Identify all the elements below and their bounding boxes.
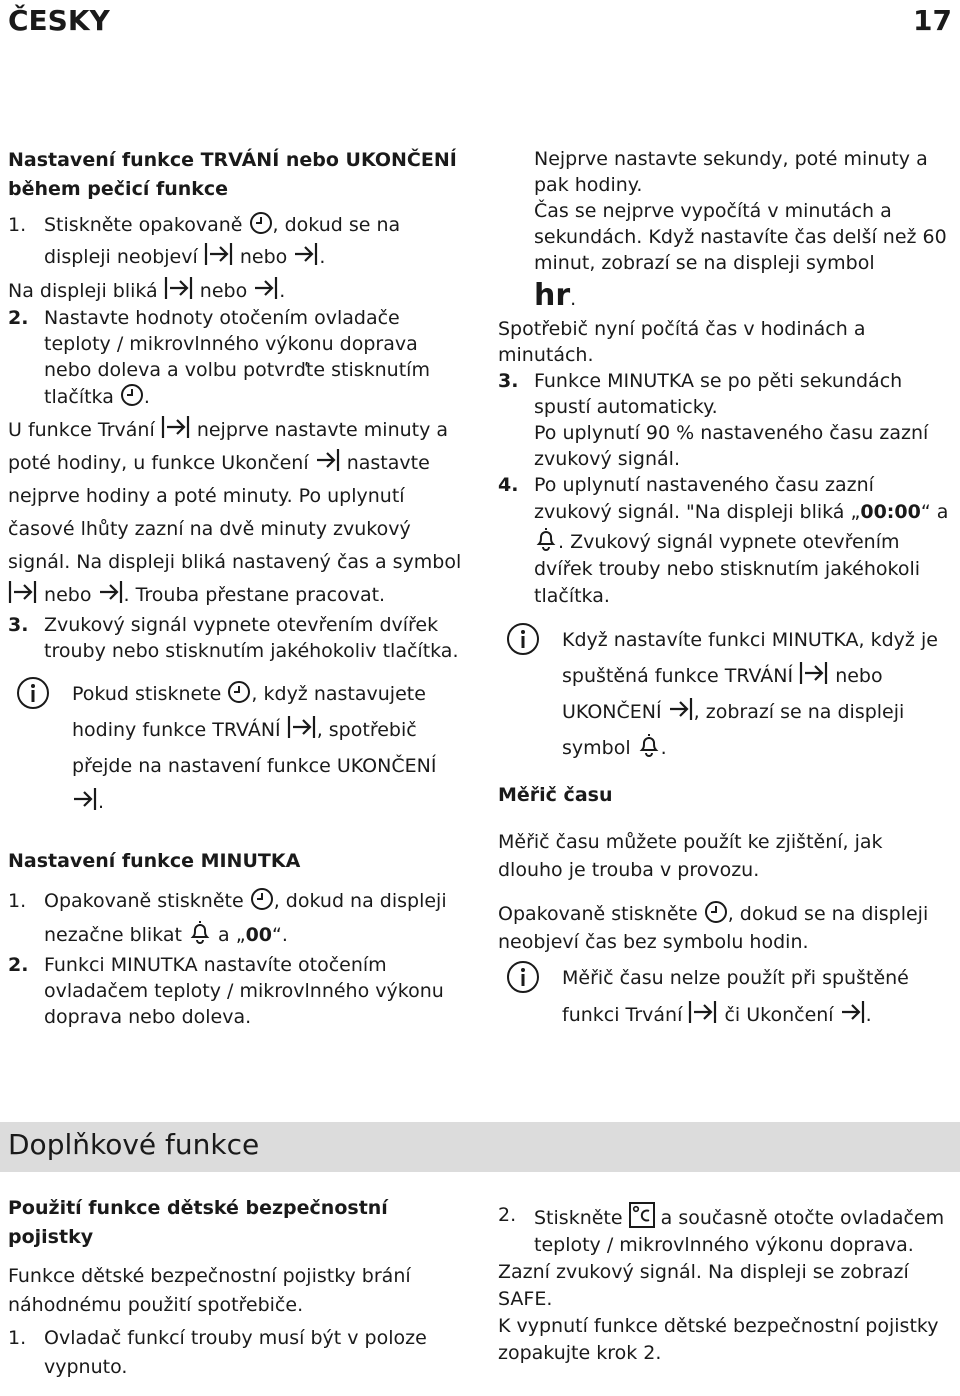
hr-note [534, 198, 953, 316]
text: . Trouba přestane pracovat. [123, 584, 386, 606]
step-text: “ a [920, 501, 949, 523]
language-label: ČESKY [8, 4, 110, 37]
text: Na displeji bliká [8, 280, 158, 302]
text: . [570, 288, 577, 310]
minute-timer-heading: Nastavení funkce MINUTKA [8, 850, 301, 872]
step-1 [8, 210, 468, 273]
child-lock-heading: Použití funkce dětské bezpečnostní pojistky [8, 1197, 388, 1248]
text: Čas se nejprve vypočítá v minutách a sekundách. Když nastavíte čas delší než 60 minut, zobrazí se na displeji symbol [534, 200, 947, 274]
step-text: a „ [218, 924, 246, 946]
seconds-note [498, 146, 953, 316]
step-text: a současně otočte ovladačem teploty / mikrovlnného výkonu doprava. [534, 1207, 945, 1256]
text: Zazní zvukový signál. Na displeji se zobrazí SAFE. [498, 1261, 909, 1310]
blink-line [8, 273, 468, 309]
stopwatch-heading: Měřič času [498, 784, 613, 806]
step-number: 1. [8, 1327, 27, 1349]
step-number: 3. [498, 370, 519, 392]
info-icon [506, 622, 540, 668]
bottom-left-column [8, 1194, 468, 1382]
left-column [8, 146, 468, 1030]
step-number: 4. [498, 474, 519, 496]
text: , zobrazí se na displeji symbol [562, 701, 905, 759]
stopwatch-instruction [498, 900, 953, 956]
end-time-icon [253, 275, 279, 301]
text: Pokud stisknete [72, 683, 222, 705]
step-3 [8, 612, 468, 664]
text: Opakovaně stiskněte [498, 903, 698, 925]
step-text: Po uplynutí nastaveného času zazní zvukový signál. "Na displeji bliká „ [534, 474, 874, 523]
text: , spotřebič přejde na nastavení funkce UKONČENÍ [72, 719, 437, 777]
text: nejprve nastavte minuty a poté hodiny, u funkce Ukončení [8, 419, 449, 474]
text: U funkce Trvání [8, 419, 155, 441]
bell-icon [188, 919, 212, 945]
text: K vypnutí funkce dětské bezpečnostní pojistky zopakujte krok 2. [498, 1315, 939, 1364]
step-number: 2. [8, 307, 29, 329]
step-text: Funkci MINUTKA nastavíte otočením ovladačem teploty / mikrovlnného výkonu doprava nebo doleva. [44, 954, 444, 1028]
step-text: , dokud na displeji nezačne blikat [44, 890, 447, 946]
step-text: Po uplynutí 90 % nastaveného času zazní zvukový signál. [534, 422, 929, 470]
info-note [8, 676, 468, 820]
minute-step-1 [8, 884, 468, 952]
text: . [98, 791, 105, 813]
duration-icon [799, 660, 829, 686]
info-note [498, 622, 953, 766]
child-lock-step-1 [8, 1324, 468, 1382]
step-text: . [319, 246, 326, 268]
step-text: Ovladač funkcí trouby musí být v poloze vypnuto. [44, 1327, 427, 1378]
minute-step-2 [8, 952, 468, 1030]
clock-icon [250, 887, 274, 911]
duration-icon [204, 241, 234, 267]
step-text: Zvukový signál vypnete otevřením dvířek trouby nebo stisknutím jakéhokoliv tlačítka. [44, 614, 459, 662]
step-text: Nastavte hodnoty otočením ovladače teploty / mikrovlnného výkonu doprava nebo doleva a volbu potvrďte stisknutím tlačítka [44, 307, 430, 408]
page-header [8, 4, 952, 40]
clock-icon [120, 383, 144, 407]
step-number: 2. [498, 1204, 517, 1226]
text: . [865, 1004, 872, 1026]
text: nebo [199, 280, 248, 302]
text: Měřič času můžete použít ke zjištění, jak dlouho je trouba v provozu. [498, 831, 883, 881]
display-value: 00:00 [860, 501, 921, 523]
right-column [498, 146, 953, 1034]
duration-icon [161, 414, 191, 440]
text: či Ukončení [724, 1004, 834, 1026]
step-text: Stiskněte [534, 1207, 623, 1229]
duration-icon [164, 275, 194, 301]
end-time-icon [840, 999, 866, 1025]
step-number: 2. [8, 954, 29, 976]
end-time-icon [98, 579, 124, 605]
text: nebo UKONČENÍ [562, 665, 883, 723]
bell-icon [534, 526, 558, 552]
minute-step-3 [498, 368, 953, 472]
end-time-icon [668, 696, 694, 722]
step-text: , dokud se na displeji neobjeví [44, 214, 401, 268]
duration-icon [287, 714, 317, 740]
text: . [279, 280, 286, 302]
info-icon [506, 960, 540, 1007]
step-text: Opakovaně stiskněte [44, 890, 244, 912]
text: Spotřebič nyní počítá čas v hodinách a minutách. [498, 318, 866, 366]
duration-end-heading: Nastavení funkce TRVÁNÍ nebo UKONČENÍ během pečicí funkce [8, 149, 457, 200]
text: , dokud se na displeji neobjeví čas bez symbolu hodin. [498, 903, 929, 953]
end-time-icon [293, 241, 319, 267]
step-number: 3. [8, 614, 29, 636]
hr-symbol: hr [534, 278, 571, 313]
page-number: 17 [913, 4, 952, 37]
step-text: “. [272, 924, 288, 946]
text: Nejprve nastavte sekundy, poté minuty a pak hodiny. [534, 148, 928, 196]
duration-icon [8, 579, 38, 605]
info-icon [16, 676, 50, 722]
duration-icon [688, 999, 718, 1025]
step-number: 1. [8, 890, 27, 912]
step-text: Stiskněte opakovaně [44, 214, 243, 236]
text: nastavte nejprve hodiny a poté minuty. Po uplynutí časové lhůty zazní na dvě minuty zvukový signál. Na displeji bliká nastavený čas a symbol [8, 452, 462, 573]
text: Když nastavíte funkci MINUTKA, když je spuštěná funkce TRVÁNÍ [562, 629, 938, 687]
text: nebo [44, 584, 92, 606]
text: Funkce dětské bezpečnostní pojistky brání náhodnému použití spotřebiče. [8, 1265, 411, 1316]
display-value: 00 [245, 924, 273, 946]
end-time-icon [315, 447, 341, 473]
clock-icon [704, 900, 728, 924]
section-band [0, 1122, 960, 1172]
end-time-icon [72, 786, 98, 812]
step-number: 1. [8, 214, 27, 236]
clock-icon [227, 680, 251, 704]
bell-icon [637, 732, 661, 758]
text: , když nastavujete hodiny funkce TRVÁNÍ [72, 683, 426, 741]
bottom-right-column [498, 1202, 953, 1367]
celsius-button-icon [629, 1202, 655, 1228]
step-text: . [143, 386, 150, 408]
minute-step-4 [498, 472, 953, 610]
step-2 [8, 305, 468, 410]
step-text: . Zvukový signál vypnete otevřením dvířek trouby nebo stisknutím jakéhokoli tlačítka. [534, 531, 921, 607]
section-title: Doplňkové funkce [8, 1128, 260, 1161]
clock-icon [249, 211, 273, 235]
text: Měřič času nelze použít při spuštěné funkci Trvání [562, 967, 909, 1026]
text: . [660, 737, 667, 759]
info-note [498, 960, 953, 1034]
step-text: nebo [239, 246, 288, 268]
step-text: Funkce MINUTKA se po pěti sekundách spustí automaticky. [534, 370, 903, 418]
duration-end-explanation [8, 414, 468, 612]
child-lock-step-2 [498, 1202, 953, 1259]
